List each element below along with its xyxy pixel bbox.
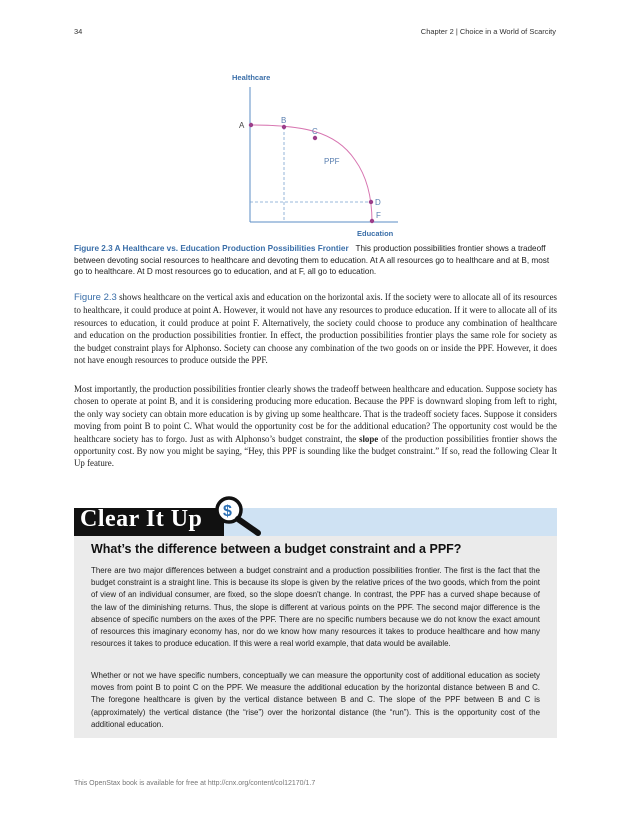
figure-caption-title: Figure 2.3 A Healthcare vs. Education Production Possibilities Frontier [74, 244, 349, 253]
body-paragraph-1 [74, 291, 557, 366]
point-a-label: A [239, 121, 245, 130]
x-axis-label: Education [357, 229, 394, 238]
svg-text:$: $ [223, 503, 232, 520]
body-paragraph-2-bold: slope [359, 433, 379, 444]
page-number: 34 [74, 27, 83, 36]
point-c [313, 136, 317, 140]
point-f [370, 219, 374, 223]
point-d-label: D [375, 198, 381, 207]
magnifier-dollar-icon [212, 493, 264, 539]
figure-caption [74, 243, 557, 278]
ppf-curve [250, 125, 372, 222]
point-f-label: F [376, 211, 381, 220]
clear-it-up-banner: Clear It Up [80, 506, 203, 532]
point-a [249, 123, 253, 127]
point-b-label: B [281, 116, 287, 125]
ppf-figure [0, 0, 630, 245]
chapter-title: Chapter 2 | Choice in a World of Scarcity [420, 27, 556, 36]
clear-it-up-question: What’s the difference between a budget constraint and a PPF? [91, 542, 462, 556]
clear-it-up-paragraph-1: There are two major differences between a budget constraint and a production possibilities frontier. The first is the fact that the budget constraint is a straight line. This is because its slope is given by the relative prices of the two goods, which from the point of view of an individual consumer, are fixed, so the slope doesn't change. In contrast, the PPF has a curved shape because of the law of the diminishing returns. Thus, the slope is different at various points on the PPF. The second major difference is the absence of specific numbers on the axes of the PPF. There are no specific numbers because we do not know the exact amount of resources this imaginary economy has, nor do we know how many resources it takes to produce healthcare and how many resources it takes to produce education. If this were a real world example, that data would be available. [91, 566, 540, 649]
ppf-curve-label: PPF [324, 157, 340, 166]
point-c-label: C [312, 127, 318, 136]
body-paragraph-2 [74, 383, 557, 470]
y-axis-label: Healthcare [232, 73, 271, 82]
point-d [369, 200, 373, 204]
footer-note: This OpenStax book is available for free at http://cnx.org/content/col12170/1.7 [74, 780, 316, 787]
clear-it-up-paragraph-2: Whether or not we have specific numbers, conceptually we can measure the opportunity cost of additional education as society moves from point B to point C on the PPF. We measure the additional education by the horizontal distance between B and C. The foregone healthcare is given by the vertical distance between B and C. The slope of the PPF between B and C is (approximately) the vertical distance (the “rise”) over the horizontal distance (the “run”). This is the opportunity cost of the additional education. [91, 671, 540, 729]
figure-caption-text: This production possibilities frontier shows a tradeoff between devoting social resources to healthcare and devoting them to education. At A all resources go to healthcare and at B, most go to healthcare. At D most resources go to education, and at F, all go to education. [74, 244, 550, 276]
body-paragraph-2-text-a: Most importantly, the production possibilities frontier clearly shows the tradeoff between healthcare and education. Suppose society has chosen to operate at point B, and it is considering producing more education. Because the PPF is downward sloping from left to right, the only way society can obtain more education is by giving up some healthcare. That is the tradeoff society faces. Suppose it considers moving from point B to point C. What would the opportunity cost be for the additional education? The opportunity cost would be the healthcare society has to forgo. Just as with Alphonso’s budget constraint, the [74, 384, 557, 444]
body-paragraph-2-text-b: of the production possibilities frontier shows the opportunity cost. By now you might be saying, “Hey, this PPF is sounding like the budget constraint.” If so, read the following Clear It Up feature. [74, 433, 557, 469]
body-paragraph-1-text: shows healthcare on the vertical axis and education on the horizontal axis. If the society were to allocate all of its resources to healthcare, it could produce at point A. However, it would not have any resources to produce education. If it were to allocate all of its resources to education, it could produce at point F. Alternatively, the society could choose to produce any combination of healthcare and education on the production possibilities frontier. In effect, the production possibilities frontier plays the same role for society as the budget constraint plays for Alphonso. Society can choose any combination of the two goods on or inside the PPF. However, it does not have enough resources to produce outside the PPF. [74, 292, 557, 366]
figure-reference-link[interactable]: Figure 2.3 [74, 292, 117, 303]
point-b [282, 125, 286, 129]
